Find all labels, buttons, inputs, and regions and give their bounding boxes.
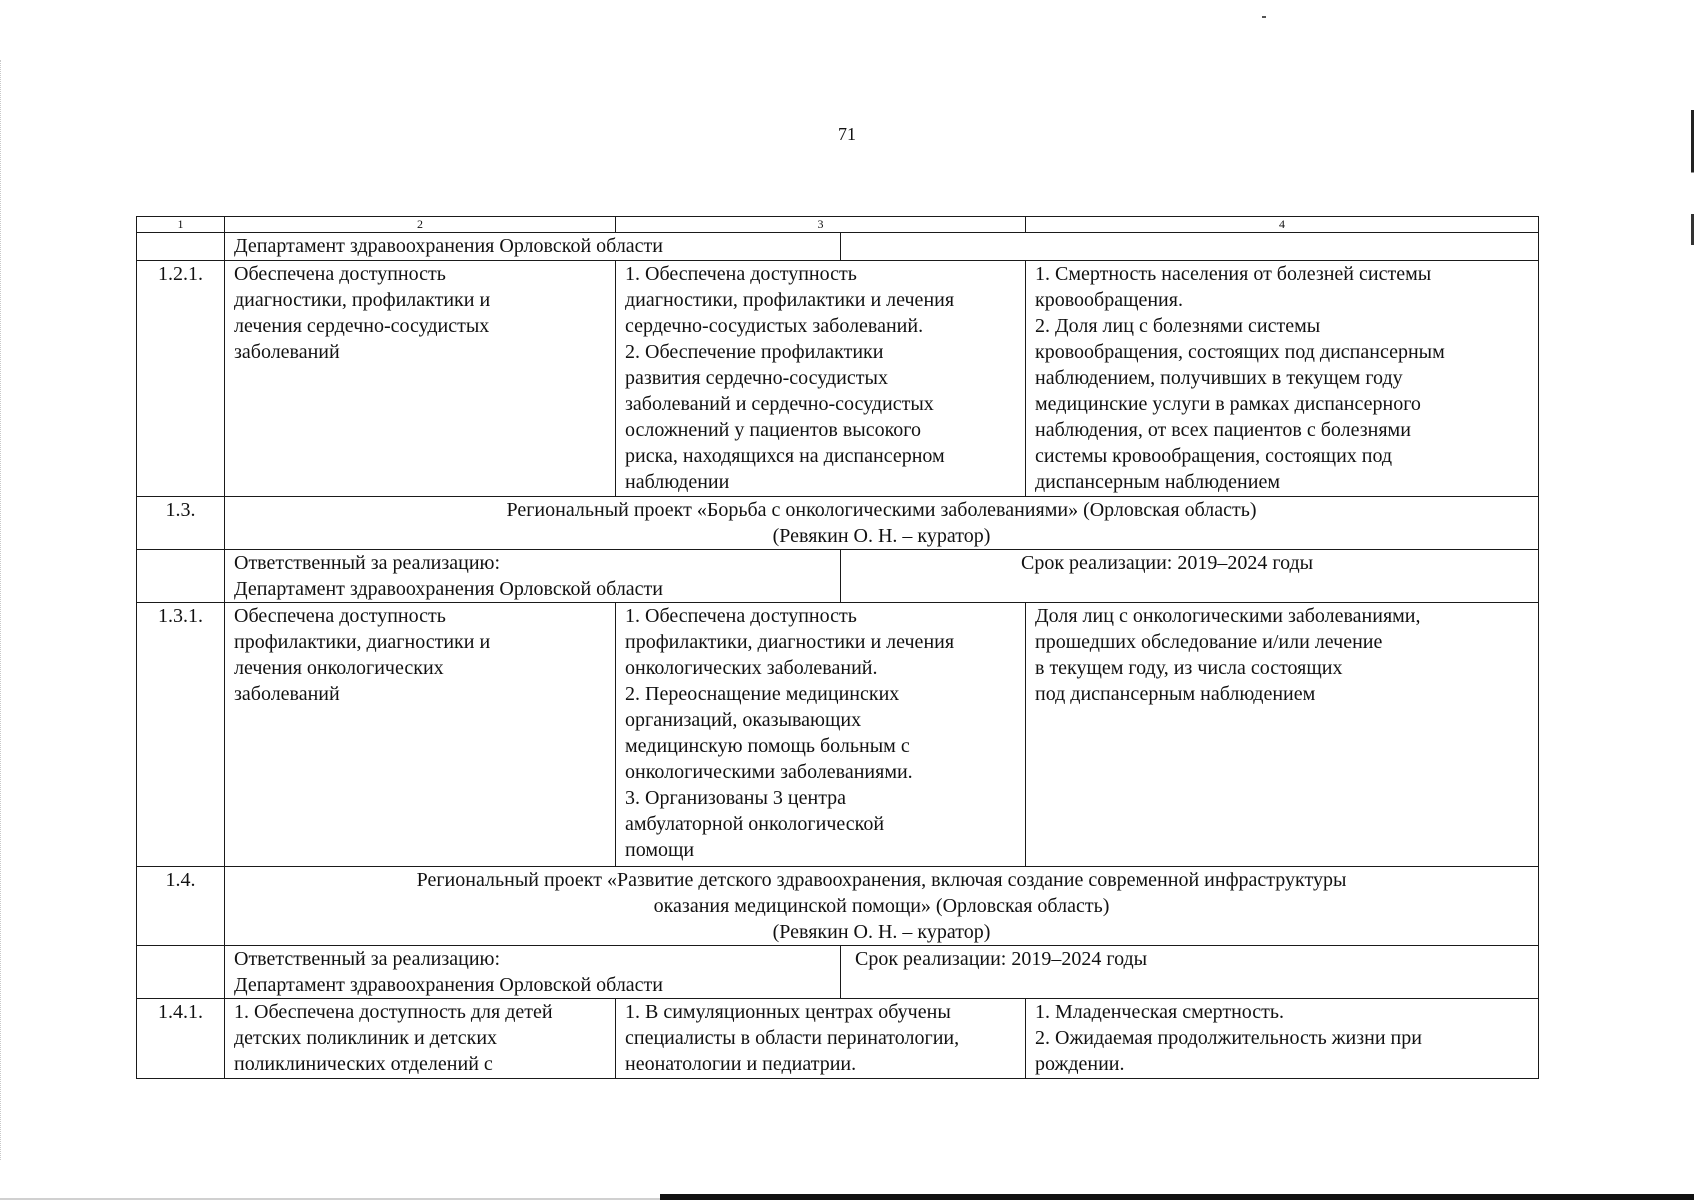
text-line: диагностики, профилактики и	[234, 289, 491, 311]
text-line: 1. Обеспечена доступность	[625, 263, 857, 285]
table-row	[137, 946, 1539, 999]
text-line: 2. Обеспечение профилактики	[625, 341, 884, 363]
row-number-cell: 1.3.1.	[137, 603, 225, 867]
row-number-cell: 1.2.1.	[137, 261, 225, 497]
text-line: организаций, оказывающих	[625, 709, 862, 731]
project-curator: (Ревякин О. Н. – куратор)	[772, 525, 991, 547]
implementation-term: Срок реализации: 2019–2024 годы	[1021, 552, 1314, 574]
indicators-cell	[1026, 603, 1539, 867]
text-line: кровообращения, состоящих под диспансерным	[1035, 341, 1445, 363]
text-line: развития сердечно-сосудистых	[625, 367, 888, 389]
empty-cell	[841, 233, 1539, 261]
table-row	[137, 603, 1539, 867]
text-line: 2. Доля лиц с болезнями системы	[1035, 315, 1321, 337]
page-number: 71	[838, 124, 856, 144]
text-line: Обеспечена доступность	[234, 605, 446, 627]
column-number-3: 3	[616, 217, 1026, 233]
text-line: рождении.	[1035, 1053, 1125, 1075]
text-line: 1. Обеспечена доступность для детей	[234, 1001, 553, 1023]
text-line: 1. Смертность населения от болезней системы	[1035, 263, 1432, 285]
row-number-cell: 1.4.1.	[137, 999, 225, 1079]
text-line: заболеваний	[234, 341, 340, 363]
text-line: наблюдения, от всех пациентов с болезнями	[1035, 419, 1411, 441]
measures-cell	[616, 999, 1026, 1079]
text-line: Доля лиц с онкологическими заболеваниями,	[1035, 605, 1421, 627]
text-line: профилактики, диагностики и лечения	[625, 631, 955, 653]
text-line: риска, находящихся на диспансерном	[625, 445, 945, 467]
table-row	[137, 550, 1539, 603]
text-line: диагностики, профилактики и лечения	[625, 289, 955, 311]
row-number-cell	[137, 233, 225, 261]
text-line: системы кровообращения, состоящих под	[1035, 445, 1393, 467]
result-cell	[225, 603, 616, 867]
table-row	[137, 261, 1539, 497]
text-line: осложнений у пациентов высокого	[625, 419, 922, 441]
text-line: онкологическими заболеваниями.	[625, 761, 913, 783]
project-curator: (Ревякин О. Н. – куратор)	[772, 921, 991, 943]
column-number-4: 4	[1026, 217, 1539, 233]
project-title-cell	[225, 867, 1539, 946]
text-line: наблюдении	[625, 471, 730, 493]
text-line: специалисты в области перинатологии,	[625, 1027, 960, 1049]
text-line: под диспансерным наблюдением	[1035, 683, 1316, 705]
text-line: 2. Ожидаемая продолжительность жизни при	[1035, 1027, 1422, 1049]
row-number-cell	[137, 946, 225, 999]
text-line: профилактики, диагностики и	[234, 631, 491, 653]
text-line: медицинскую помощь больным с	[625, 735, 910, 757]
column-number-1: 1	[137, 217, 225, 233]
text-line: прошедших обследование и/или лечение	[1035, 631, 1383, 653]
project-title: оказания медицинской помощи» (Орловская область)	[653, 895, 1110, 917]
scan-bottom-bar	[660, 1194, 1694, 1200]
text-line: лечения онкологических	[234, 657, 444, 679]
result-cell	[225, 999, 616, 1079]
scan-speck	[1262, 16, 1266, 18]
result-cell	[225, 261, 616, 497]
program-table	[136, 216, 1539, 1079]
responsible-department: Департамент здравоохранения Орловской области	[234, 578, 664, 600]
implementation-term: Срок реализации: 2019–2024 годы	[855, 948, 1148, 970]
table-row	[137, 867, 1539, 946]
responsible-cell	[225, 946, 841, 999]
term-cell	[841, 946, 1539, 999]
text-line: медицинские услуги в рамках диспансерного	[1035, 393, 1421, 415]
text-line: в текущем году, из числа состоящих	[1035, 657, 1343, 679]
text-line: 2. Переоснащение медицинских	[625, 683, 900, 705]
project-title: Региональный проект «Борьба с онкологическими заболеваниями» (Орловская область)	[506, 499, 1257, 521]
responsible-department: Департамент здравоохранения Орловской области	[234, 974, 664, 996]
term-cell	[841, 550, 1539, 603]
text-line: неонатологии и педиатрии.	[625, 1053, 857, 1075]
text-line: сердечно-сосудистых заболеваний.	[625, 315, 924, 337]
text-line: поликлинических отделений с	[234, 1053, 493, 1075]
text-line: кровообращения.	[1035, 289, 1183, 311]
row-number-cell	[137, 550, 225, 603]
text-line: амбулаторной онкологической	[625, 813, 885, 835]
text-line: детских поликлиник и детских	[234, 1027, 498, 1049]
text-line: 1. Младенческая смертность.	[1035, 1001, 1285, 1023]
text-line: 3. Организованы 3 центра	[625, 787, 847, 809]
text-line: помощи	[625, 839, 695, 861]
responsible-cell	[225, 550, 841, 603]
indicators-cell	[1026, 261, 1539, 497]
measures-cell	[616, 603, 1026, 867]
row-number-cell: 1.3.	[137, 497, 225, 550]
scan-edge-left	[0, 60, 7, 1160]
project-title-cell	[225, 497, 1539, 550]
text-line: лечения сердечно-сосудистых	[234, 315, 490, 337]
table-row	[137, 497, 1539, 550]
text-line: наблюдением, получивших в текущем году	[1035, 367, 1403, 389]
text-line: диспансерным наблюдением	[1035, 471, 1280, 493]
text-line: заболеваний и сердечно-сосудистых	[625, 393, 934, 415]
table-row	[137, 233, 1539, 261]
table-row	[137, 999, 1539, 1079]
row-number-cell: 1.4.	[137, 867, 225, 946]
responsible-label: Ответственный за реализацию:	[234, 948, 501, 970]
text-line: онкологических заболеваний.	[625, 657, 878, 679]
column-number-2: 2	[225, 217, 616, 233]
measures-cell	[616, 261, 1026, 497]
indicators-cell	[1026, 999, 1539, 1079]
column-number-row	[137, 217, 1539, 233]
department-cell: Департамент здравоохранения Орловской области	[225, 233, 841, 261]
text-line: 1. В симуляционных центрах обучены	[625, 1001, 951, 1023]
text-line: 1. Обеспечена доступность	[625, 605, 857, 627]
project-title: Региональный проект «Развитие детского здравоохранения, включая создание современной инфраструктуры	[416, 869, 1347, 891]
text-line: Обеспечена доступность	[234, 263, 446, 285]
responsible-label: Ответственный за реализацию:	[234, 552, 501, 574]
text-line: заболеваний	[234, 683, 340, 705]
